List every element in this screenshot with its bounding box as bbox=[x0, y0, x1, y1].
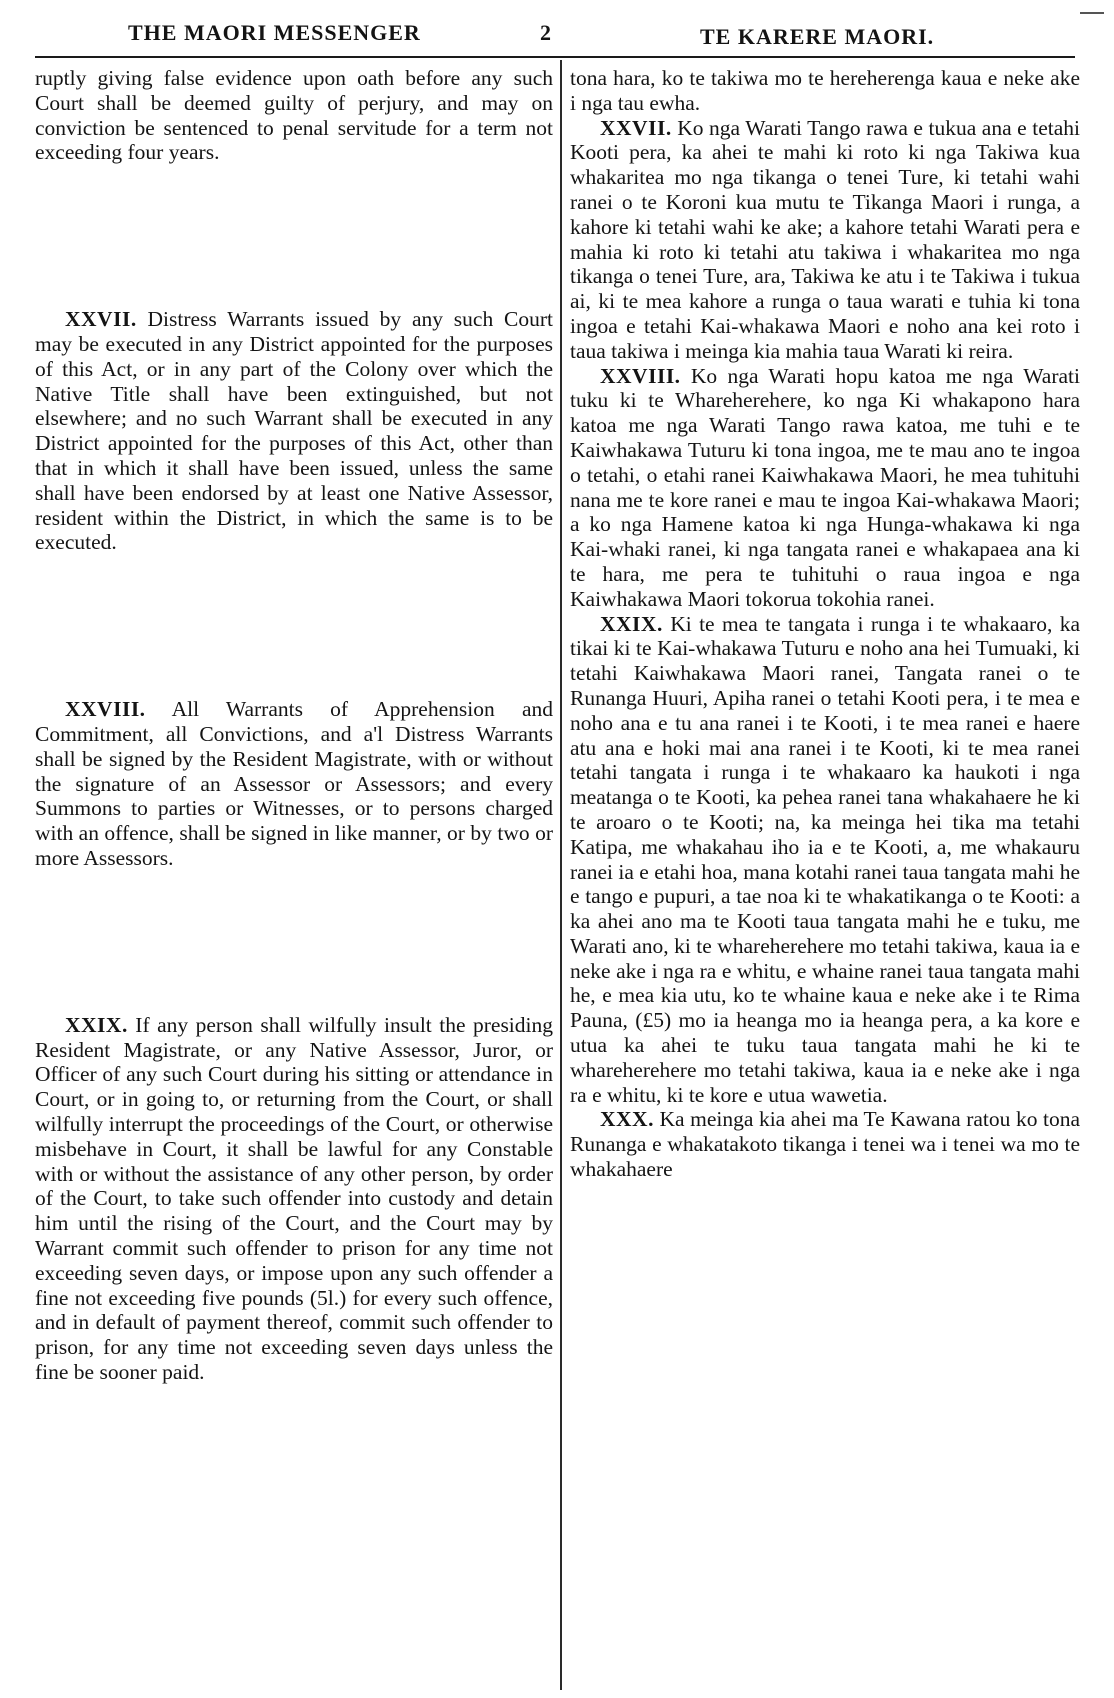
section-text: Ki te mea te tangata i runga i te whakaaro, ka tikai ki te Kai-whakawa Tuturu e noho ana hei Tumuaki, ki tetahi Kaiwhakawa Maori ranei, Tangata ranei o te Runanga Huuri, Apiha ranei o tetahi Kooti pera, i te mea e noho ana e tu ana ranei i te Kooti, i te mea ranei e haere atu ana e hoki mai ana ranei i te Kooti, ki te mea ranei tetahi tangata i runga i te whakaaro ka haukoti i nga meatanga o te Kooti, ka pehea ranei tana whakahaere he ki te aroaro o te Kooti; na, ka meinga hei tika ma tetahi Katipa, me whakahau iho ia e te Kooti, a, me whakauru ranei ia e etahi hoa, mana kotahi ranei taua tangata mahi he e tango e pupuri, a tae noa ki te whakatikanga o te Kooti: a ka ahei ano ma te Kooti taua tangata mahi he e tuku, me Warati ano, ki te whareherehere mo tetahi takiwa, kaua ia e neke ake i nga ra e whitu, e whaine ranei taua tangata mahi he, e mea kia utu, ko te whaine kaua e neke ake i te Rima Pauna, (£5) mo ia heanga mo ia heanga pera, a ka kore e utua ka ahei te tuku taua tangata mahi he ki te whareherehere mo tetahi takiwa, kaua ia e neke ake i nga ra e whitu, ki te kore e utua wawetia. bbox=[570, 611, 1080, 1107]
english-masthead: THE MAORI MESSENGER bbox=[128, 20, 421, 45]
corner-mark bbox=[1080, 12, 1104, 14]
section-text: Ko nga Warati Tango rawa e tukua ana e tetahi Kooti pera, ka ahei te mahi ki roto ki nga Takiwa kua whakaritea mo nga tikanga o tenei Ture, ki tetahi wahi ranei o te Koroni kua mutu te Tikanga Maori i runga, a kahore ki tetahi wahi ke ake; a kahore tetahi Warati pera e mahia ki roto ki tetahi atu takiwa i whakaritea mo nga tikanga o tenei Ture, ara, Takiwa ke atu i te Takiwa i tukua ai, ki te mea kahore a runga o taua warati e tuhia ki tona ingoa e tetahi Kai-whakawa Maori e noho ana kei roto i taua takiwa i meinga kia mahia taua Warati ki reira. bbox=[570, 115, 1081, 363]
section-text: Ko nga Warati hopu katoa me nga Warati tuku ki te Whareherehere, ko nga Ki whakapono hara katoa me nga Warati Tango rawa katoa, me tuhi e te Kaiwhakawa Tuturu ki tona ingoa, me te mau ano te ingoa o tetahi, o etahi ranei Kaiwhakawa Maori, he mea tuhituhi nana me te kore ranei e mau te ingoa Kai-whakawa Maori; a ko nga Hamene katoa ki nga Hunga-whakawa ki nga Kai-whaki ranei, ki nga tangata ranei e whakapaea ana ki te hara, me pera te tuhituhi o raua ingoa e nga Kaiwhakawa Maori tokorua tokohia ranei. bbox=[570, 363, 1080, 611]
maori-masthead: TE KARERE MAORI. bbox=[700, 24, 935, 49]
maori-section-27 bbox=[570, 116, 1080, 364]
english-section-27 bbox=[35, 307, 553, 555]
section-number: XXX. bbox=[600, 1107, 654, 1132]
column-gap bbox=[35, 871, 553, 1013]
section-number: XXIX. bbox=[600, 611, 663, 636]
section-number: XXVII. bbox=[65, 307, 137, 332]
section-text: If any person shall wilfully insult the presiding Resident Magistrate, or any Native Assessor, Juror, or Officer of any such Court during his sitting or attendance in Court, or in going to, or returning from the Court, or shall wilfully interrupt the proceedings of the Court, or otherwise misbehave in Court, it shall be lawful for any Constable with or without the assistance of any other person, by order of the Court, to take such offender into custody and detain him until the rising of the Court, and the Court may by Warrant commit such offender to prison for any time not exceeding seven days, or impose upon any such offender a fine not exceeding five pounds (5l.) for every such offence, and in default of payment thereof, commit such offender to prison, for any time not exceeding seven days unless the fine be sooner paid. bbox=[35, 1012, 554, 1384]
header-rule bbox=[35, 56, 1075, 58]
column-divider bbox=[560, 60, 562, 1690]
maori-section-28 bbox=[570, 364, 1080, 612]
section-number: XXVIII. bbox=[600, 363, 681, 388]
section-number: XXVIII. bbox=[65, 697, 146, 722]
english-section-29 bbox=[35, 1013, 553, 1385]
english-column bbox=[35, 66, 553, 1385]
maori-section-30 bbox=[570, 1107, 1080, 1181]
english-continuation: ruptly giving false evidence upon oath before any such Court shall be deemed guilty of perjury, and may on conviction be sentenced to penal servitude for a term not exceeding four years. bbox=[35, 66, 553, 165]
english-section-28 bbox=[35, 697, 553, 871]
maori-section-29 bbox=[570, 612, 1080, 1108]
page-header bbox=[0, 14, 1114, 48]
section-text: Distress Warrants issued by any such Court may be executed in any District appointed for the purposes of this Act, or in any part of the Colony over which the Native Title shall have been extinguished, but not elsewhere; and no such Warrant shall be executed in any District appointed for the purposes of this Act, other than that in which it shall have been issued, unless the same shall have been endorsed by at least one Native Assessor, resident within the District, in which the same is to be executed. bbox=[35, 307, 553, 555]
column-gap bbox=[35, 165, 553, 307]
section-number: XXIX. bbox=[65, 1012, 128, 1037]
section-number: XXVII. bbox=[600, 115, 672, 140]
maori-column bbox=[570, 66, 1080, 1182]
maori-continuation: tona hara, ko te takiwa mo te hereherenga kaua e neke ake i nga tau ewha. bbox=[570, 66, 1080, 115]
page-number: 2 bbox=[540, 20, 552, 45]
column-gap bbox=[35, 555, 553, 697]
section-text: Ka meinga kia ahei ma Te Kawana ratou ko tona Runanga e whakatakoto tikanga i tenei wa i tenei wa mo te whakahaere bbox=[570, 1107, 1080, 1182]
section-text: All Warrants of Apprehension and Commitment, all Convictions, and a'l Distress Warrants shall be signed by the Resident Magistrate, with or without the signature of an Assessor or Assessors; and every Summons to parties or Witnesses, or to persons charged with an offence, shall be signed in like manner, or by two or more Assessors. bbox=[35, 697, 553, 870]
